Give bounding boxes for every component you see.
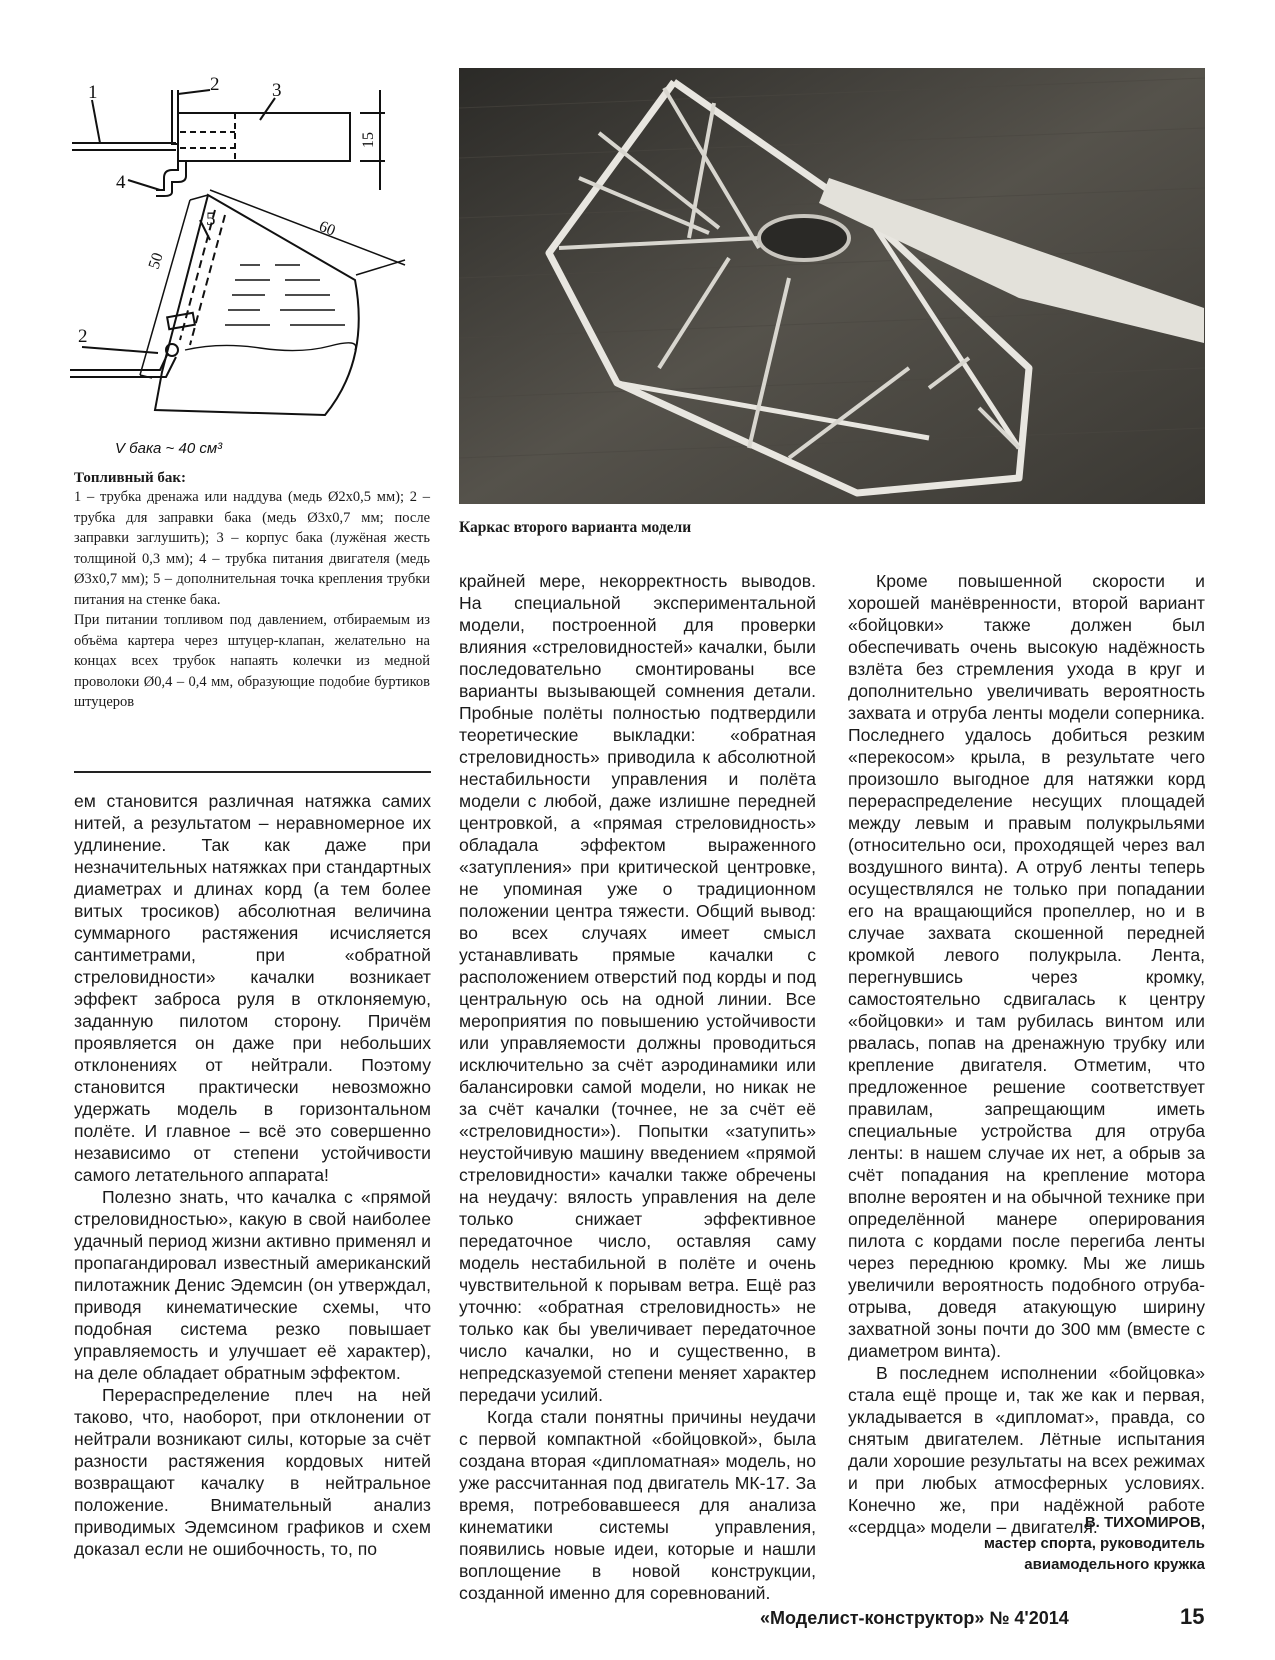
callout-2-top: 2 <box>210 74 220 95</box>
model-frame-photo <box>459 68 1205 504</box>
callout-3: 3 <box>272 80 282 101</box>
author-signature <box>848 1512 1205 1575</box>
dimension-15: 15 <box>360 132 377 148</box>
col3-paragraph-2: В последнем исполнении «бойцовка» стала ещё проще и, так же как и первая, укладывается в «дипломат», правда, со снятым двигателем. Лётные испытания дали хорошие результаты на всех режимах и при любых атмосферных условиях. Конечно же, при надёжной работе «сердца» модели – двигателя. <box>848 1363 1205 1537</box>
model-frame-image <box>459 68 1205 504</box>
callout-1: 1 <box>88 82 98 103</box>
col1-paragraph-2: Полезно знать, что качалка с «прямой стреловидностью», какую в свой наиболее удачный период жизни активно применял и пропагандировал известный американский пилотажник Денис Эдемсин (он утверждал, приводя кинематические схемы, что подобная система резко повышает управляемость и улучшает её характер), на деле обладает обратным эффектом. <box>74 1187 431 1383</box>
col1-paragraph-3: Перераспределение плеч на ней таково, что, наоборот, при отклонении от нейтрали возникают силы, которые за счёт разности растяжения кордовых нитей возвращают качалку в нейтральное положение. Внимательный анализ приводимых Эдемсином графиков и схем доказал если не ошибочность, то, по <box>74 1385 431 1559</box>
fuel-tank-caption <box>74 470 430 713</box>
fuel-tank-caption-text: 1 – трубка дренажа или наддува (медь Ø2х0,5 мм); 2 – трубка для заправки бака (медь Ø3х0,7 мм; после заправки заглушить); 3 – корпус бака (лужёная жесть толщиной 0,3 мм); 4 – трубка питания двигателя (медь Ø3х0,7 мм); 5 – дополнительная точка крепления трубки питания на стенке бака. <box>74 489 430 608</box>
fuel-tank-caption-title: Топливный бак: <box>74 470 187 486</box>
callout-2-bottom: 2 <box>78 326 88 347</box>
col2-paragraph-2: Когда стали понятны причины неудачи с первой компактной «бойцовкой», была создана вторая «дипломатная» модель, но уже рассчитанная под двигатель МК-17. За время, потребовавшееся для анализа кинематики системы управления, появились новые идеи, которые и нашли воплощение в новой конструкции, созданной именно для соревнований. <box>459 1407 816 1603</box>
author-title-line-2: авиамодельного кружка <box>1024 1556 1205 1573</box>
callout-4: 4 <box>116 172 126 193</box>
caption-divider <box>74 771 431 773</box>
photo-caption: Каркас второго варианта модели <box>459 519 692 536</box>
page-number: 15 <box>1180 1604 1205 1629</box>
col1-paragraph-1: ем становится различная натяжка самих нитей, а результатом – неравномерное их удлинение. Так как даже при незначительных натяжках при стандартных диаметрах и длинах корд (а тем более витых тросиков) абсолютная величина суммарного растяжения исчисляется сантиметрами, при «обратной стреловидности» качалки возникает эффект заброса руля в отклоняемую, заданную пилотом сторону. Причём проявляется он даже при небольших отклонениях от нейтрали. Поэтому становится практически невозможно удержать модель в горизонтальном полёте. И главное – всё это совершенно независимо от степени устойчивости самого летательного аппарата! <box>74 791 431 1185</box>
footer-magazine: «Моделист-конструктор» № 4'2014 <box>760 1608 1069 1628</box>
col3-paragraph-1: Кроме повышенной скорости и хорошей манёвренности, второй вариант «бойцовки» также должен был обеспечивать очень высокую надёжность взлёта без стремления ухода в круг и дополнительно увеличивать вероятность захвата и отруба ленты модели соперника. Последнего удалось добиться резким «перекосом» крыла, в результате чего произошло выгодное для натяжки корд перераспределение несущих площадей между левым и правым полукрыльями (относительно оси, проходящей через вал воздушного винта). А отруб ленты теперь осуществлялся не только при попадании его на вращающийся пропеллер, но и в случае захвата скошенной передней кромкой левого полукрыла. Лента, перегнувшись через кромку, самостоятельно сдвигалась к центру «бойцовки» и там рубилась винтом или рвалась, попав на дренажную трубку или крепление двигателя. Отметим, что предложенное решение соответствует правилам, запрещающим иметь специальные устройства для отруба ленты: в нашем случае их нет, а обрыв за счёт попадания на крепление мотора вполне вероятен и на обычной технике при определённой манере оперирования пилота с кордами после перегиба ленты через переднюю кромку. Мы же лишь увеличили вероятность подобного отруба-отрыва, доведя атакующую ширину захватной зоны почти до 300 мм (вместе с диаметром винта). <box>848 571 1205 1361</box>
column-3 <box>848 570 1205 1538</box>
fuel-tank-diagram <box>60 70 430 460</box>
column-1 <box>74 790 431 1560</box>
col2-paragraph-1: крайней мере, некорректность выводов. На специальной экспериментальной модели, построенной для проверки влияния «стреловидностей» качалки, были последовательно смонтированы все варианты вызывающей сомнения детали. Пробные полёты полностью подтвердили теоретические выкладки: «обратная стреловидность» приводила к абсолютной нестабильности управления и полёта модели с любой, даже излишне передней центровкой, а «прямая стреловидность» обладала эффектом выраженного «затупления» при критической центровке, не упоминая уже о традиционном положении центра тяжести. Общий вывод: во всех случаях имеет смысл устанавливать прямые качалки с расположением отверстий под корды и под центральную ось на одной линии. Все мероприятия по повышению устойчивости или управляемости должны проводиться исключительно за счёт аэродинамики или балансировки самой модели, но никак не за счёт качалки (точнее, не за счёт её «стреловидности»). Попытки «затупить» неустойчивую машину введением «прямой стреловидности» качалки также обречены на неудачу: вялость управления на деле только снижает эффективное передаточное число, оставляя саму модель нестабильной в полёте и очень чувствительной к порывам ветра. Ещё раз уточню: «обратная стреловидность» не только как бы увеличивает передаточное число качалки, но и существенно, в непредсказуемой степени меняет характер передачи усилий. <box>459 571 816 1405</box>
author-title-line-1: мастер спорта, руководитель <box>983 1535 1205 1552</box>
tank-volume-label: V бака ~ 40 см³ <box>115 440 223 457</box>
author-name: В. ТИХОМИРОВ, <box>1084 1514 1205 1531</box>
fuel-tank-caption-note: При питании топливом под давлением, отбираемым из объёма картера через штуцер-клапан, желательно на концах всех трубок напаять колечки из медной проволоки Ø0,4 – 0,4 мм, образующие подобие буртиков штуцеров <box>74 612 430 710</box>
callout-5: 5 <box>206 209 216 230</box>
column-2 <box>459 570 816 1604</box>
dimension-50: 50 <box>145 250 167 272</box>
dimension-60: 60 <box>316 217 338 240</box>
